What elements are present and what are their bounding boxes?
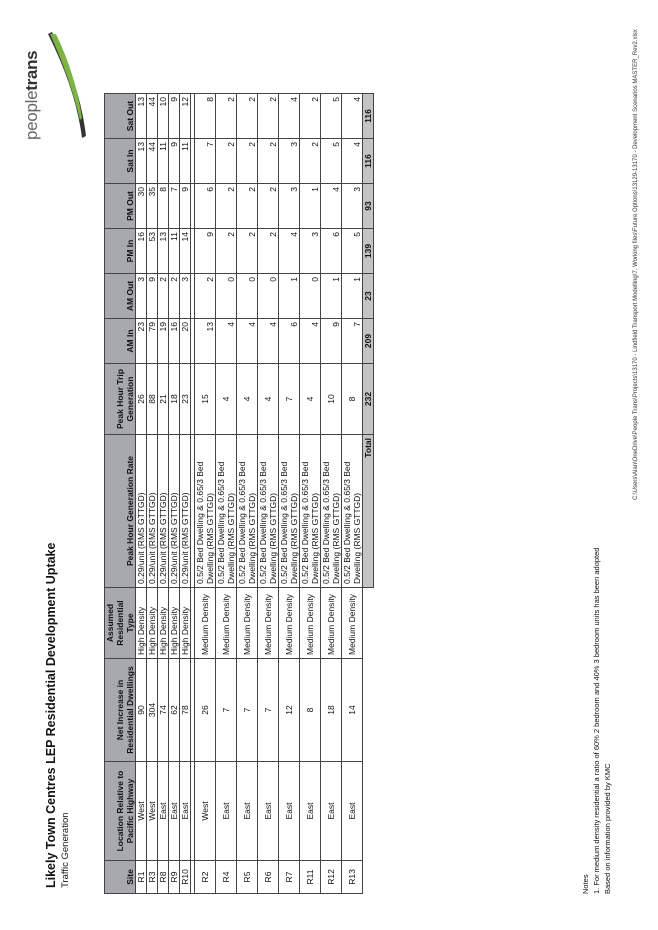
table-row — [158, 94, 169, 894]
peopletrans-logo — [22, 30, 88, 140]
header-am-in: AM In — [105, 319, 136, 364]
cell-sat-in: 44 — [147, 139, 158, 184]
cell-pm-out: 1 — [300, 184, 321, 229]
cell-location: East — [321, 762, 342, 861]
header-pm-out: PM Out — [105, 184, 136, 229]
cell-total-label: Total — [363, 435, 374, 588]
cell-am-out: 3 — [180, 274, 191, 319]
cell-location: East — [169, 762, 180, 861]
cell-type: Medium Density — [300, 588, 321, 659]
cell-type: Medium Density — [342, 588, 363, 659]
cell-sat-in: 11 — [158, 139, 169, 184]
cell-trip: 4 — [237, 364, 258, 435]
cell-dwellings: 304 — [147, 659, 158, 762]
cell-am-in: 16 — [169, 319, 180, 364]
cell-dwellings: 7 — [216, 659, 237, 762]
cell-location: East — [216, 762, 237, 861]
cell-site: R7 — [279, 861, 300, 894]
cell-sat-in: 11 — [180, 139, 191, 184]
cell-type: Medium Density — [195, 588, 216, 659]
cell-dwellings: 62 — [169, 659, 180, 762]
cell-am-out: 2 — [169, 274, 180, 319]
cell-dwellings: 8 — [300, 659, 321, 762]
cell-am-in: 4 — [300, 319, 321, 364]
cell-site: R9 — [169, 861, 180, 894]
cell-am-out: 0 — [216, 274, 237, 319]
cell-pm-out: 9 — [180, 184, 191, 229]
cell-site: R8 — [158, 861, 169, 894]
note-1: 1. For medium density residential a ratio of 60% 2 bedroom and 40% 3 bedroom units has been adopted — [592, 547, 601, 894]
cell-location: West — [136, 762, 147, 861]
cell-pm-in: 9 — [195, 229, 216, 274]
cell-rate: 0.5/2 Bed Dwelling & 0.65/3 Bed Dwelling (RMS GTTGD) — [258, 435, 279, 588]
cell-am-out: 9 — [147, 274, 158, 319]
cell-pm-in: 4 — [279, 229, 300, 274]
cell-site: R5 — [237, 861, 258, 894]
cell-type: Medium Density — [216, 588, 237, 659]
cell-sat-out: 9 — [169, 94, 180, 139]
cell-trip: 15 — [195, 364, 216, 435]
note-2: Based on information provided by KMC — [603, 763, 612, 894]
cell-rate: 0.29/unit (RMS GTTGD) — [158, 435, 169, 588]
header-type: Assumed Residential Type — [105, 588, 136, 659]
cell-am-in: 23 — [136, 319, 147, 364]
cell-site: R2 — [195, 861, 216, 894]
cell-am-in: 19 — [158, 319, 169, 364]
cell-trip: 7 — [279, 364, 300, 435]
cell-am-in: 20 — [180, 319, 191, 364]
cell-dwellings: 78 — [180, 659, 191, 762]
table-row — [300, 94, 321, 894]
cell-am-in: 4 — [216, 319, 237, 364]
cell-type: High Density — [136, 588, 147, 659]
cell-pm-out: 2 — [258, 184, 279, 229]
cell-location: East — [279, 762, 300, 861]
logo-wordmark: peopletrans — [22, 50, 41, 140]
cell-pm-out: 4 — [321, 184, 342, 229]
page-title: Likely Town Centres LEP Residential Development Uptake — [44, 542, 58, 888]
header-pm-in: PM In — [105, 229, 136, 274]
cell-total-sat-out: 116 — [363, 94, 374, 139]
cell-trip: 4 — [216, 364, 237, 435]
file-path: C:\Users\Alan\OneDrive\People Trans\Projects\13170 - Lindfield Transport Modelling\7. Working files\Future Options\13129-13170 - Development Scenarios MASTER_Rev2.xlsx — [633, 29, 639, 500]
cell-sat-in: 2 — [216, 139, 237, 184]
cell-sat-out: 5 — [321, 94, 342, 139]
cell-location: East — [237, 762, 258, 861]
cell-sat-in: 5 — [321, 139, 342, 184]
cell-rate: 0.29/unit (RMS GTTGD) — [147, 435, 158, 588]
cell-site: R6 — [258, 861, 279, 894]
cell-site: R10 — [180, 861, 191, 894]
cell-pm-out: 3 — [342, 184, 363, 229]
cell-rate: 0.5/2 Bed Dwelling & 0.65/3 Bed Dwelling (RMS GTTGD) — [300, 435, 321, 588]
cell-location: East — [258, 762, 279, 861]
cell-am-out: 2 — [195, 274, 216, 319]
cell-trip: 26 — [136, 364, 147, 435]
cell-am-in: 6 — [279, 319, 300, 364]
cell-location: East — [342, 762, 363, 861]
cell-am-out: 3 — [136, 274, 147, 319]
cell-sat-out: 2 — [216, 94, 237, 139]
cell-site: R13 — [342, 861, 363, 894]
table-header-row — [105, 94, 136, 894]
cell-am-in: 9 — [321, 319, 342, 364]
cell-pm-out: 3 — [279, 184, 300, 229]
cell-total-am-in: 209 — [363, 319, 374, 364]
cell-site: R12 — [321, 861, 342, 894]
cell-rate: 0.5/2 Bed Dwelling & 0.65/3 Bed Dwelling (RMS GTTGD) — [237, 435, 258, 588]
cell-dwellings: 7 — [258, 659, 279, 762]
cell-type: High Density — [158, 588, 169, 659]
cell-sat-in: 2 — [237, 139, 258, 184]
cell-am-in: 79 — [147, 319, 158, 364]
empty-cell — [363, 861, 374, 894]
cell-sat-out: 2 — [237, 94, 258, 139]
cell-type: High Density — [169, 588, 180, 659]
header-location: Location Relative to Pacific Highway — [105, 762, 136, 861]
cell-type: High Density — [147, 588, 158, 659]
cell-sat-out: 2 — [300, 94, 321, 139]
cell-pm-out: 2 — [216, 184, 237, 229]
cell-site: R4 — [216, 861, 237, 894]
cell-pm-in: 2 — [216, 229, 237, 274]
cell-pm-in: 6 — [321, 229, 342, 274]
cell-trip: 18 — [169, 364, 180, 435]
cell-am-out: 1 — [342, 274, 363, 319]
cell-trip: 23 — [180, 364, 191, 435]
cell-type: Medium Density — [321, 588, 342, 659]
cell-type: Medium Density — [237, 588, 258, 659]
cell-pm-out: 2 — [237, 184, 258, 229]
table-body — [136, 94, 374, 894]
cell-rate: 0.5/2 Bed Dwelling & 0.65/3 Bed Dwelling (RMS GTTGD) — [216, 435, 237, 588]
cell-total-pm-in: 139 — [363, 229, 374, 274]
cell-type: High Density — [180, 588, 191, 659]
cell-trip: 8 — [342, 364, 363, 435]
table-row — [147, 94, 158, 894]
cell-am-out: 1 — [279, 274, 300, 319]
header-rate: Peak Hour Generation Rate — [105, 435, 136, 588]
cell-pm-out: 7 — [169, 184, 180, 229]
cell-location: West — [195, 762, 216, 861]
cell-type: Medium Density — [258, 588, 279, 659]
cell-am-in: 7 — [342, 319, 363, 364]
cell-am-in: 4 — [258, 319, 279, 364]
cell-pm-in: 13 — [158, 229, 169, 274]
cell-sat-out: 13 — [136, 94, 147, 139]
cell-am-in: 13 — [195, 319, 216, 364]
table-total-row — [363, 94, 374, 894]
cell-pm-in: 11 — [169, 229, 180, 274]
cell-trip: 21 — [158, 364, 169, 435]
cell-trip: 4 — [300, 364, 321, 435]
cell-am-out: 0 — [300, 274, 321, 319]
cell-location: East — [158, 762, 169, 861]
cell-site: R11 — [300, 861, 321, 894]
notes-block — [580, 548, 613, 894]
cell-total-sat-in: 116 — [363, 139, 374, 184]
cell-site: R1 — [136, 861, 147, 894]
table-row — [279, 94, 300, 894]
empty-cell — [363, 762, 374, 861]
table-row — [180, 94, 191, 894]
table-row — [169, 94, 180, 894]
cell-dwellings: 14 — [342, 659, 363, 762]
cell-sat-out: 2 — [258, 94, 279, 139]
cell-pm-out: 30 — [136, 184, 147, 229]
cell-pm-in: 5 — [342, 229, 363, 274]
cell-dwellings: 12 — [279, 659, 300, 762]
table-row — [237, 94, 258, 894]
cell-trip: 10 — [321, 364, 342, 435]
cell-sat-out: 10 — [158, 94, 169, 139]
cell-sat-in: 4 — [342, 139, 363, 184]
cell-rate: 0.29/unit (RMS GTTGD) — [180, 435, 191, 588]
table-row — [342, 94, 363, 894]
table-row — [195, 94, 216, 894]
table-row — [136, 94, 147, 894]
cell-pm-out: 35 — [147, 184, 158, 229]
cell-dwellings: 7 — [237, 659, 258, 762]
header-sat-in: Sat In — [105, 139, 136, 184]
cell-pm-out: 8 — [158, 184, 169, 229]
cell-am-out: 0 — [258, 274, 279, 319]
table-row — [321, 94, 342, 894]
cell-sat-out: 44 — [147, 94, 158, 139]
cell-sat-in: 2 — [300, 139, 321, 184]
cell-pm-out: 6 — [195, 184, 216, 229]
cell-dwellings: 18 — [321, 659, 342, 762]
header-trip: Peak Hour Trip Generation — [105, 364, 136, 435]
cell-pm-in: 2 — [258, 229, 279, 274]
table-row — [216, 94, 237, 894]
cell-dwellings: 74 — [158, 659, 169, 762]
cell-rate: 0.5/2 Bed Dwelling & 0.65/3 Bed Dwelling (RMS GTTGD) — [342, 435, 363, 588]
cell-pm-in: 16 — [136, 229, 147, 274]
cell-sat-out: 8 — [195, 94, 216, 139]
header-am-out: AM Out — [105, 274, 136, 319]
traffic-generation-table — [104, 93, 374, 894]
cell-total-trip: 232 — [363, 364, 374, 435]
cell-sat-out: 4 — [342, 94, 363, 139]
cell-location: West — [147, 762, 158, 861]
cell-location: East — [180, 762, 191, 861]
empty-cell — [363, 659, 374, 762]
cell-am-out: 1 — [321, 274, 342, 319]
cell-sat-in: 3 — [279, 139, 300, 184]
notes-heading: Notes — [581, 874, 590, 894]
cell-total-pm-out: 93 — [363, 184, 374, 229]
cell-location: East — [300, 762, 321, 861]
page-subtitle: Traffic Generation — [60, 812, 71, 888]
cell-pm-in: 2 — [237, 229, 258, 274]
cell-pm-in: 14 — [180, 229, 191, 274]
cell-sat-in: 7 — [195, 139, 216, 184]
cell-sat-out: 4 — [279, 94, 300, 139]
table-row — [258, 94, 279, 894]
cell-pm-in: 3 — [300, 229, 321, 274]
cell-dwellings: 90 — [136, 659, 147, 762]
header-dwellings: Net Increase in Residential Dwellings — [105, 659, 136, 762]
cell-rate: 0.5/2 Bed Dwelling & 0.65/3 Bed Dwelling (RMS GTTGD) — [321, 435, 342, 588]
cell-type: Medium Density — [279, 588, 300, 659]
header-sat-out: Sat Out — [105, 94, 136, 139]
cell-total-am-out: 23 — [363, 274, 374, 319]
cell-dwellings: 26 — [195, 659, 216, 762]
cell-rate: 0.5/2 Bed Dwelling & 0.65/3 Bed Dwelling (RMS GTTGD) — [279, 435, 300, 588]
cell-am-out: 2 — [158, 274, 169, 319]
cell-rate: 0.29/unit (RMS GTTGD) — [136, 435, 147, 588]
cell-sat-in: 13 — [136, 139, 147, 184]
empty-cell — [363, 588, 374, 659]
cell-am-in: 4 — [237, 319, 258, 364]
logo-swoosh-icon — [46, 30, 86, 140]
cell-sat-in: 9 — [169, 139, 180, 184]
cell-pm-in: 53 — [147, 229, 158, 274]
cell-trip: 88 — [147, 364, 158, 435]
cell-site: R3 — [147, 861, 158, 894]
header-site: Site — [105, 861, 136, 894]
cell-rate: 0.5/2 Bed Dwelling & 0.65/3 Bed Dwelling (RMS GTTGD) — [195, 435, 216, 588]
cell-sat-in: 2 — [258, 139, 279, 184]
cell-rate: 0.29/unit (RMS GTTGD) — [169, 435, 180, 588]
cell-am-out: 0 — [237, 274, 258, 319]
cell-trip: 4 — [258, 364, 279, 435]
cell-sat-out: 12 — [180, 94, 191, 139]
